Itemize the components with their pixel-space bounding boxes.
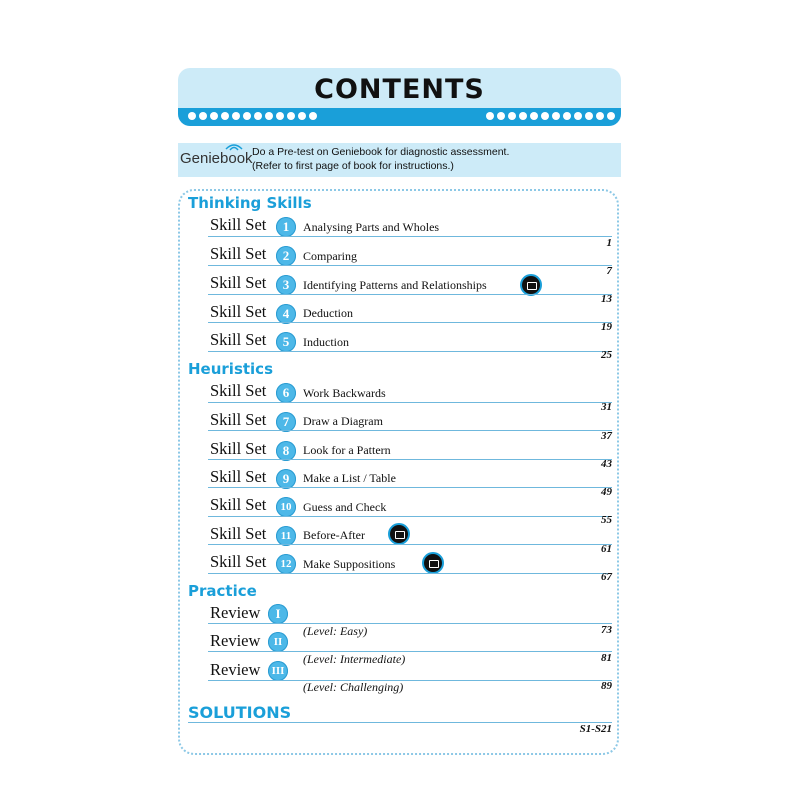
topic-title[interactable]: Make Suppositions — [303, 557, 396, 571]
review-level[interactable]: (Level: Intermediate) — [303, 652, 406, 666]
skill-set-label: Skill Set — [210, 439, 267, 458]
entry-rule — [208, 402, 612, 403]
skill-set-label: Skill Set — [210, 330, 267, 349]
entry-rule — [208, 623, 612, 624]
geniebook-line-1: Do a Pre-test on Geniebook for diagnostic assessment. — [252, 146, 510, 158]
review-label: Review — [210, 603, 261, 622]
entry-rule — [188, 722, 612, 723]
topic-title[interactable]: Before-After — [303, 528, 365, 542]
skill-set-label: Skill Set — [210, 410, 267, 429]
banner-dots-left — [188, 112, 317, 122]
entry-rule — [208, 430, 612, 431]
topic-title[interactable]: Induction — [303, 335, 349, 349]
page-number: 81 — [601, 652, 612, 664]
geniebook-line-2: (Refer to first page of book for instructions.) — [252, 160, 454, 172]
review-number-badge: II — [268, 632, 288, 652]
skill-number-badge: 11 — [276, 526, 296, 546]
skill-set-label: Skill Set — [210, 524, 267, 543]
page-number: 49 — [601, 486, 612, 498]
page-number: 55 — [601, 514, 612, 526]
entry-rule — [208, 516, 612, 517]
review-label: Review — [210, 660, 261, 679]
section-practice: Practice — [188, 582, 257, 600]
entry-rule — [208, 544, 612, 545]
topic-title[interactable]: Analysing Parts and Wholes — [303, 220, 440, 234]
topic-title[interactable]: Work Backwards — [303, 386, 386, 400]
section-thinking-skills: Thinking Skills — [188, 194, 312, 212]
page-number: 61 — [601, 543, 612, 555]
entry-rule — [208, 322, 612, 323]
video-icon[interactable] — [388, 523, 410, 545]
skill-number-badge: 12 — [276, 554, 296, 574]
skill-set-label: Skill Set — [210, 273, 267, 292]
entry-rule — [208, 265, 612, 266]
skill-number-badge: 4 — [276, 304, 296, 324]
review-number-badge: III — [268, 661, 288, 681]
skill-set-label: Skill Set — [210, 215, 267, 234]
video-icon[interactable] — [520, 274, 542, 296]
skill-number-badge: 9 — [276, 469, 296, 489]
banner-dots-right — [486, 112, 615, 122]
video-icon[interactable] — [422, 552, 444, 574]
page-number: 43 — [601, 458, 612, 470]
page-number: 67 — [601, 571, 612, 583]
page-number: 13 — [601, 293, 612, 305]
entry-rule — [208, 459, 612, 460]
section-heuristics: Heuristics — [188, 360, 274, 378]
skill-number-badge: 10 — [276, 497, 296, 517]
entry-rule — [208, 236, 612, 237]
page-number: 19 — [601, 321, 612, 333]
page-number: 7 — [606, 265, 612, 277]
page-number: 37 — [601, 430, 612, 442]
review-number-badge: I — [268, 604, 288, 624]
page-title: CONTENTS — [314, 74, 485, 105]
skill-number-badge: 3 — [276, 275, 296, 295]
entry-rule — [208, 351, 612, 352]
skill-number-badge: 7 — [276, 412, 296, 432]
page-number: 73 — [601, 624, 612, 636]
skill-number-badge: 8 — [276, 441, 296, 461]
topic-title[interactable]: Guess and Check — [303, 500, 387, 514]
section-solutions: SOLUTIONS — [188, 703, 292, 722]
review-level[interactable]: (Level: Challenging) — [303, 680, 404, 694]
skill-set-label: Skill Set — [210, 381, 267, 400]
entry-rule — [208, 294, 612, 295]
topic-title[interactable]: Draw a Diagram — [303, 414, 383, 428]
page-number: 1 — [606, 237, 612, 249]
skill-set-label: Skill Set — [210, 467, 267, 486]
topic-title[interactable]: Comparing — [303, 249, 357, 263]
entry-rule — [208, 680, 612, 681]
skill-set-label: Skill Set — [210, 302, 267, 321]
skill-set-label: Skill Set — [210, 495, 267, 514]
skill-number-badge: 5 — [276, 332, 296, 352]
skill-number-badge: 1 — [276, 217, 296, 237]
entry-rule — [208, 573, 612, 574]
page-number: S1-S21 — [579, 723, 612, 735]
page-number: 31 — [601, 401, 612, 413]
entry-rule — [208, 651, 612, 652]
page-number: 89 — [601, 680, 612, 692]
review-level[interactable]: (Level: Easy) — [303, 624, 368, 638]
topic-title[interactable]: Look for a Pattern — [303, 443, 391, 457]
skill-set-label: Skill Set — [210, 552, 267, 571]
page-number: 25 — [601, 349, 612, 361]
skill-number-badge: 6 — [276, 383, 296, 403]
geniebook-logo: Geniebook — [180, 150, 253, 167]
topic-title[interactable]: Make a List / Table — [303, 471, 396, 485]
skill-number-badge: 2 — [276, 246, 296, 266]
entry-rule — [208, 487, 612, 488]
review-label: Review — [210, 631, 261, 650]
topic-title[interactable]: Identifying Patterns and Relationships — [303, 278, 487, 292]
topic-title[interactable]: Deduction — [303, 306, 353, 320]
skill-set-label: Skill Set — [210, 244, 267, 263]
